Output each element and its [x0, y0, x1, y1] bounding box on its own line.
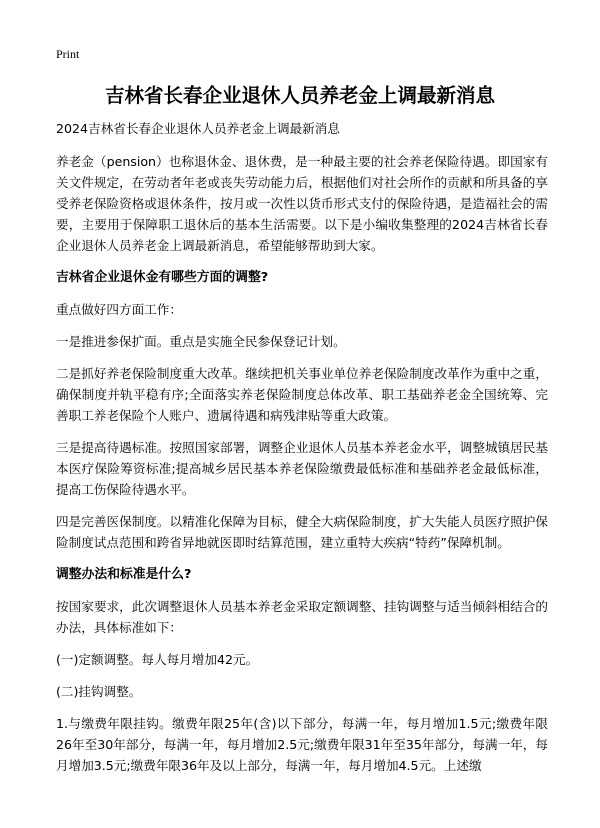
section2-lead: 按国家要求，此次调整退休人员基本养老金采取定额调整、挂钩调整与适当倾斜相结合的办法，具体标准如下： — [56, 599, 548, 635]
section2-item-3: 1.与缴费年限挂钩。缴费年限25年(含)以下部分，每满一年，每月增加1.5元;缴费年限26年至30年部分，每满一年，每月增加2.5元;缴费年限31年至35年部分，每满一年，每月增加3.5元;缴费年限36年及以上部分，每满一年，每月增加4.5元。上述缴 — [56, 716, 548, 773]
print-link[interactable]: Print — [56, 47, 80, 61]
intro-paragraph: 养老金（pension）也称退休金、退休费，是一种最主要的社会养老保险待遇。即国家有关文件规定，在劳动者年老或丧失劳动能力后，根据他们对社会所作的贡献和所具备的享受养老保险资格或退休条件，按月或一次性以货币形式支付的保险待遇，是造福社会的需要，主要用于保障职工退休后的基本生活需要。以下是小编收集整理的2024吉林省长春企业退休人员养老金上调最新消息，希望能够帮助到大家。 — [56, 154, 548, 253]
section2-heading: 调整办法和标准是什么? — [56, 567, 192, 582]
section1-item-4: 四是完善医保制度。以精准化保障为目标，健全大病保险制度，扩大失能人员医疗照护保险制度试点范围和跨省异地就医即时结算范围，建立重特大疾病“特药”保障机制。 — [56, 514, 548, 550]
section1-heading: 吉林省企业退休金有哪些方面的调整? — [56, 270, 269, 285]
section1-lead: 重点做好四方面工作： — [56, 302, 182, 317]
section1-item-2: 二是抓好养老保险制度重大改革。继续把机关事业单位养老保险制度改革作为重中之重，确保制度并轨平稳有序;全面落实养老保险制度总体改革、职工基础养老金全国统筹、完善职工养老保险个人账户、遗属待遇和病残津贴等重大政策。 — [56, 366, 548, 423]
section2-item-2: (二)挂钩调整。 — [56, 684, 142, 699]
article-body — [56, 118, 548, 787]
article-subtitle: 2024吉林省长春企业退休人员养老金上调最新消息 — [56, 121, 340, 136]
page-title: 吉林省长春企业退休人员养老金上调最新消息 — [104, 84, 495, 107]
section1-item-3: 三是提高待遇标准。按照国家部署，调整企业退休人员基本养老金水平，调整城镇居民基本医疗保险筹资标准;提高城乡居民基本养老保险缴费最低标准和基础养老金最低标准，提高工伤保险待遇水平。 — [56, 440, 548, 497]
section1-item-1: 一是推进参保扩面。重点是实施全民参保登记计划。 — [56, 334, 346, 349]
section2-item-1: (一)定额调整。每人每月增加42元。 — [56, 652, 259, 667]
